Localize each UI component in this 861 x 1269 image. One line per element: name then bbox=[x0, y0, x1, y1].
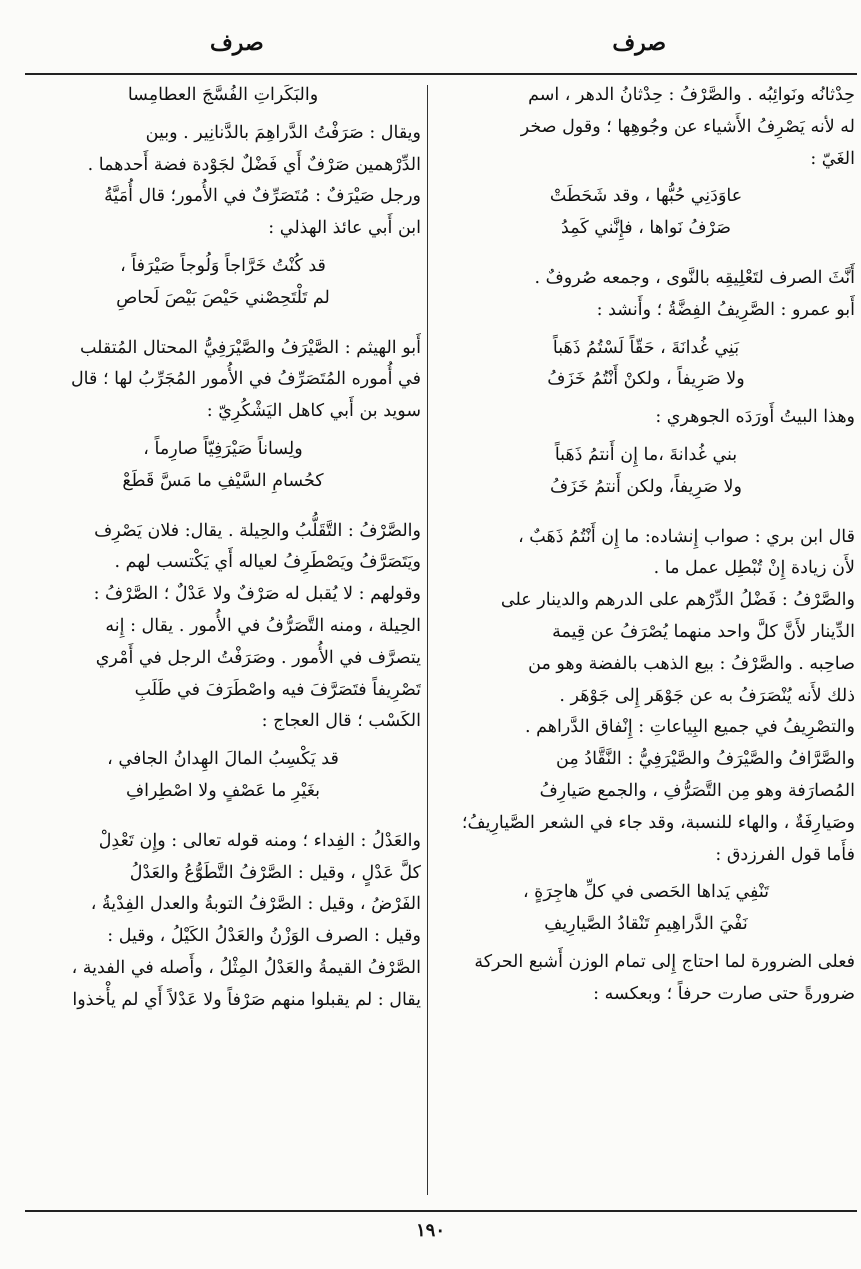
text-line: تَصْرِيفاً فتَصَرَّفَ فيه واصْطَرَفَ في طَلَبِ bbox=[134, 679, 421, 700]
right-headword: صرف bbox=[612, 30, 666, 56]
left-column bbox=[25, 80, 421, 1205]
page-header bbox=[0, 30, 861, 70]
verse-line: والبَكَراتِ الفُسَّجَ العطامِسا bbox=[127, 85, 319, 105]
verse-line: عاوَدَنِي حُبُّها ، وقد شَحَطَتْ bbox=[549, 186, 743, 207]
text-line: ويَتَصَرَّفُ ويَصْطَرِفُ لعياله أَي يَكْتسب لهم . bbox=[114, 552, 421, 573]
text-line: الحِيلة ، ومنه التَّصَرُّفُ في الأُمور . يقال : إِنه bbox=[105, 615, 421, 636]
text-line: وصَيارِفَةٌ ، والهاء للنسبة، وقد جاء في الشعر الصَّيارِيفُ؛ bbox=[461, 812, 855, 833]
verse-line: نَفْيَ الدَّراهِيمِ تَنْقادُ الصَّيارِيفِ bbox=[544, 914, 748, 935]
text-line: الكَسْب ؛ قال العجاج : bbox=[261, 711, 421, 732]
text-line: ضرورةً حتى صارت حرفاً ؛ وبعكسه : bbox=[593, 983, 855, 1004]
verse-line: ولا صَرِيفاً، ولكن أَنتمُ خَزَفُ bbox=[550, 476, 742, 497]
text-line: الدِّرْهمين صَرْفٌ أَي فَضْلٌ لجَوْدة فضة أَحدهما . bbox=[87, 154, 421, 175]
text-line: سويد بن أَبي كاهل اليَشْكُرِيّ : bbox=[206, 401, 421, 422]
right-column bbox=[437, 80, 855, 1205]
text-line: والصَّرْفُ : التَّقَلُّبُ والحِيلة . يقال: فلان يَصْرِف bbox=[94, 520, 421, 541]
verse-line: بغَيْرِ ما عَصْفٍ ولا اصْطِرافِ bbox=[125, 780, 321, 801]
text-line: وقيل : الصرف الوَزْنُ والعَدْلُ الكَيْلُ ، وقيل : bbox=[107, 926, 421, 947]
text-line: ويقال : صَرَفْتُ الدَّراهِمَ بالدَّنانِير . وبين bbox=[145, 122, 421, 143]
verse-line: كحُسامِ السَّيْفِ ما مَسَّ قَطَعْ bbox=[122, 470, 324, 491]
text-line: الغَيّ : bbox=[810, 148, 855, 169]
left-headword: صرف bbox=[210, 30, 264, 56]
text-line: والصَّرْفُ : فَضْلُ الدِّرْهم على الدرهم والدينار على bbox=[500, 590, 855, 611]
text-line: الدِّينار لأَنَّ كلَّ واحد منهما يُصْرَفُ عن قِيمة bbox=[552, 621, 855, 642]
text-line: صاحِبه . والصَّرْفُ : بيع الذهب بالفضة وهو من bbox=[528, 653, 855, 674]
text-line: كلَّ عَدْلٍ ، وقيل : الصَّرْفُ التَّطَوُّعُ والعَدْلُ bbox=[129, 862, 421, 883]
page-number: ١٩٠ bbox=[415, 1220, 445, 1241]
text-line: والعَدْلُ : الفِداء ؛ ومنه قوله تعالى : وإِن تَعْدِلْ bbox=[98, 830, 421, 851]
verse-line: ولا صَرِيفاً ، ولكنْ أَنْتُمُ خَزَفُ bbox=[547, 369, 745, 390]
text-line: المُصارَفة وهو مِن التَّصَرُّفِ ، والجمع صَيارِفُ bbox=[539, 780, 855, 801]
text-line: في أُموره المُتَصَرِّفُ في الأُمور المُجَرِّبُ لها ؛ قال bbox=[70, 369, 421, 390]
text-line: ابن أَبي عائذ الهذلي : bbox=[268, 218, 421, 239]
verse-line: تَنْفِي يَداها الحَصى في كلِّ هاجِرَةٍ ، bbox=[522, 882, 770, 903]
column-divider bbox=[427, 85, 428, 1195]
verse-line: قد يَكْسِبُ المالَ الهِدانُ الجافي ، bbox=[107, 749, 339, 770]
text-line: قال ابن بري : صواب إِنشاده: ما إِن أَنْتُمُ ذَهَبٌ ، bbox=[518, 526, 855, 547]
text-line: الصَّرْفُ القيمةُ والعَدْلُ المِثْلُ ، وأَصله في الفدية ، bbox=[71, 957, 421, 978]
text-line: أَبو عمرو : الصَّرِيفُ الفِضَّةُ ؛ وأَنشد : bbox=[596, 299, 855, 320]
text-line: ورجل صَيْرَفٌ : مُتَصَرِّفٌ في الأُمور؛ قال أُمَيَّةُ bbox=[104, 186, 421, 207]
text-line: الفَرْضُ ، وقيل : الصَّرْفُ التوبةُ والعدل الفِدْيةُ ، bbox=[90, 894, 421, 915]
text-line: والصَّرَّافُ والصَّيْرَفُ والصَّيْرَفِيُّ : النَّقَّادُ مِن bbox=[556, 749, 855, 770]
verse-line: ولِساناً صَيْرَفِيّاً صارِماً ، bbox=[143, 438, 303, 459]
text-line: فعلى الضرورة لما احتاج إِلى تمام الوزن أَشبع الحركة bbox=[474, 951, 855, 972]
text-line: لأَن زيادة إِنْ تُبْطِل عمل ما . bbox=[653, 558, 855, 579]
text-line: له لأنه يَصْرِفُ الأَشياء عن وجُوهِها ؛ وقول صخر bbox=[520, 116, 855, 137]
verse-line: بَنِي غُدانَةَ ، حَقّاً لَسْتُمُ ذَهَباً bbox=[552, 337, 740, 358]
text-line: والتصْرِيفُ في جميع البِياعاتِ : إِنْفاق الدَّراهم . bbox=[524, 717, 855, 738]
header-rule bbox=[25, 73, 857, 75]
text-line: فأَما قول الفرزدق : bbox=[715, 844, 855, 865]
verse-line: بني غُدانةَ ،ما إِن أَنتمُ ذَهَباً bbox=[554, 444, 738, 465]
text-line: أَبو الهيثم : الصَّيْرَفُ والصَّيْرَفِيُّ المحتال المُتقلب bbox=[79, 337, 421, 358]
verse-line: صَرْفُ نَواها ، فإِنَّني كَمِدُ bbox=[561, 218, 731, 239]
verse-line: لم تَلْتَحِصْني حَيْصَ بَيْصَ لَحاصِ bbox=[116, 287, 330, 308]
text-line: أَنَّثَ الصرف لتَعْلِيقِه بالنَّوى ، وجمعه صُروفٌ . bbox=[534, 267, 855, 288]
verse-line: قد كُنْتُ خَرَّاجاً وَلُوجاً صَيْرَفاً ، bbox=[120, 255, 326, 276]
footer-rule bbox=[25, 1210, 857, 1212]
text-line: يقال : لم يقبلوا منهم صَرْفاً ولا عَدْلاً أَي لم يأْخذوا bbox=[72, 989, 421, 1010]
text-line: يتصرَّف في الأُمور . وصَرَفْتُ الرجل في أَمْري bbox=[95, 647, 421, 668]
text-line: وقولهم : لا يُقبل له صَرْفٌ ولا عَدْلٌ ؛ الصَّرْفُ : bbox=[93, 584, 421, 605]
text-line: وهذا البيتُ أَورَدَه الجوهري : bbox=[655, 407, 855, 428]
text-line: ذلك لأَنه يُنْصَرَفُ به عن جَوْهَر إِلى جَوْهَر . bbox=[559, 685, 855, 706]
text-line: حِدْثانُه ونَوائِبُه . والصَّرْفُ : حِدْثانُ الدهر ، اسم bbox=[528, 85, 855, 105]
